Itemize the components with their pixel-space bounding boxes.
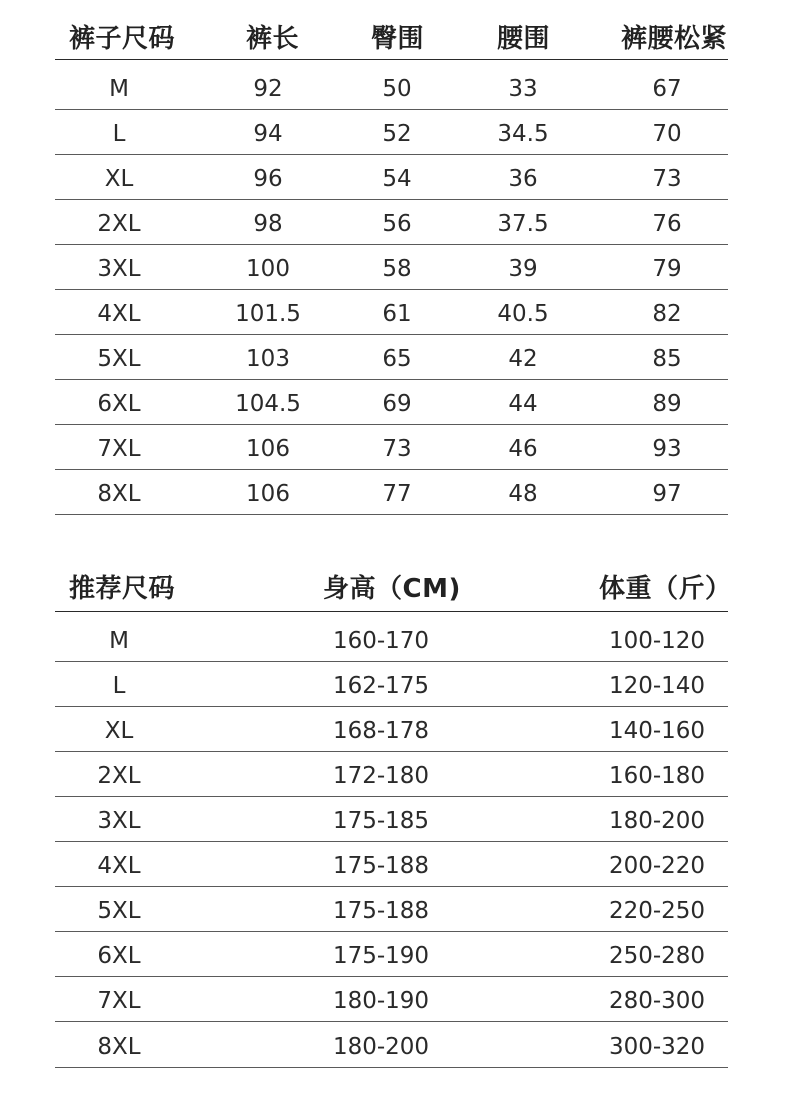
table-cell: XL [104,166,134,192]
table-cell: 160-180 [608,763,706,789]
table-cell: 160-170 [332,628,430,654]
table-cell: 5XL [97,898,141,924]
table-cell: 4XL [97,853,141,879]
recommend-body [55,612,728,1068]
header-hip: 臀围 [371,24,425,54]
table-row [55,110,728,155]
table-row [55,977,728,1022]
table-cell: 93 [652,436,682,462]
table-cell: M [109,76,129,102]
size-chart-header [55,10,728,60]
table-cell: 70 [652,121,682,147]
table-cell: 103 [246,346,290,372]
table-cell: 82 [652,301,682,327]
table-cell: 6XL [97,391,141,417]
table-cell: 73 [652,166,682,192]
table-cell: 79 [652,256,682,282]
table-row [55,200,728,245]
table-cell: 280-300 [608,988,706,1014]
table-cell: 52 [382,121,412,147]
table-cell: 96 [253,166,283,192]
header-height: 身高（CM) [323,574,461,604]
header-pants-size: 裤子尺码 [69,24,176,54]
header-waist-stretch: 裤腰松紧 [621,24,728,54]
table-cell: 89 [652,391,682,417]
table-cell: 6XL [97,943,141,969]
table-cell: 3XL [97,808,141,834]
table-cell: 40.5 [497,301,549,327]
table-cell: 300-320 [608,1034,706,1060]
table-cell: 98 [253,211,283,237]
table-cell: 200-220 [608,853,706,879]
table-cell: 33 [508,76,538,102]
table-row [55,887,728,932]
table-cell: 94 [253,121,283,147]
table-cell: 48 [508,481,538,507]
table-cell: 58 [382,256,412,282]
table-cell: 220-250 [608,898,706,924]
table-cell: 54 [382,166,412,192]
recommend-table [55,560,732,1068]
table-cell: L [112,121,126,147]
table-cell: 85 [652,346,682,372]
table-cell: 100 [246,256,290,282]
table-cell: 172-180 [332,763,430,789]
recommend-header [55,560,732,612]
table-cell: L [112,673,126,699]
header-recommend-size: 推荐尺码 [69,574,176,604]
table-cell: 120-140 [608,673,706,699]
table-cell: 3XL [97,256,141,282]
table-cell: 140-160 [608,718,706,744]
table-cell: 67 [652,76,682,102]
table-cell: 175-188 [332,853,430,879]
table-row [55,797,728,842]
header-weight: 体重（斤） [599,574,732,604]
table-cell: 97 [652,481,682,507]
table-row [55,752,728,797]
table-row [55,662,728,707]
table-cell: 250-280 [608,943,706,969]
table-cell: 106 [246,481,290,507]
table-row [55,842,728,887]
table-row [55,245,728,290]
table-cell: 2XL [97,763,141,789]
table-cell: 8XL [97,1034,141,1060]
table-row [55,155,728,200]
table-cell: 180-200 [608,808,706,834]
table-row [55,932,728,977]
table-cell: XL [104,718,134,744]
table-cell: 92 [253,76,283,102]
table-cell: 101.5 [235,301,301,327]
table-cell: 46 [508,436,538,462]
table-cell: 65 [382,346,412,372]
size-chart-body [55,60,728,515]
table-row [55,290,728,335]
table-cell: 50 [382,76,412,102]
table-cell: M [109,628,129,654]
table-row [55,335,728,380]
table-cell: 39 [508,256,538,282]
table-cell: 100-120 [608,628,706,654]
table-cell: 4XL [97,301,141,327]
table-cell: 180-190 [332,988,430,1014]
table-row [55,60,728,110]
table-cell: 37.5 [497,211,549,237]
table-cell: 106 [246,436,290,462]
size-chart-table [55,10,728,515]
table-row [55,707,728,752]
table-cell: 69 [382,391,412,417]
table-cell: 61 [382,301,412,327]
table-cell: 180-200 [332,1034,430,1060]
table-cell: 168-178 [332,718,430,744]
table-row [55,425,728,470]
table-row [55,612,728,662]
table-cell: 34.5 [497,121,549,147]
table-cell: 175-190 [332,943,430,969]
table-cell: 76 [652,211,682,237]
table-cell: 2XL [97,211,141,237]
table-cell: 175-185 [332,808,430,834]
table-row [55,470,728,515]
table-cell: 44 [508,391,538,417]
table-row [55,380,728,425]
header-waist: 腰围 [497,24,551,54]
table-cell: 56 [382,211,412,237]
table-cell: 7XL [97,436,141,462]
table-cell: 5XL [97,346,141,372]
table-cell: 7XL [97,988,141,1014]
table-cell: 104.5 [235,391,301,417]
table-cell: 36 [508,166,538,192]
table-row [55,1022,728,1068]
table-cell: 42 [508,346,538,372]
header-pants-length: 裤长 [246,24,300,54]
table-cell: 8XL [97,481,141,507]
table-cell: 162-175 [332,673,430,699]
table-cell: 175-188 [332,898,430,924]
table-cell: 77 [382,481,412,507]
table-cell: 73 [382,436,412,462]
